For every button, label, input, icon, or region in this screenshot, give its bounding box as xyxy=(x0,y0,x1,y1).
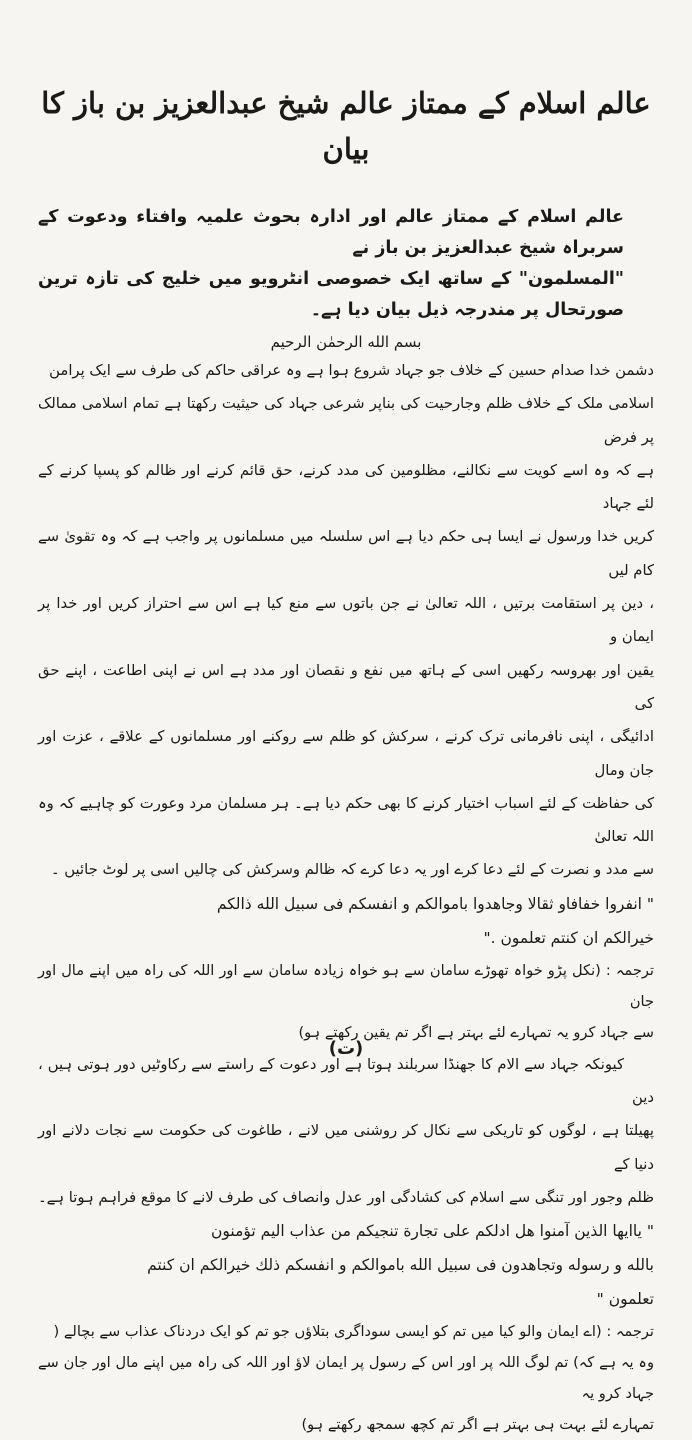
intro-line: عالم اسلام کے ممتاز عالم اور ادارہ بحوث علمیہ وافتاء ودعوت کے سربراہ شیخ عبدالعزیز بن باز نے xyxy=(38,207,624,258)
body-line: پھیلتا ہے ، لوگوں کو تاریکی سے نکال کر روشنی میں لانے ، طاغوت کی حکومت سے نجات دلانے اور دنیا کے xyxy=(38,1122,654,1173)
body-paragraph-2 xyxy=(38,1048,654,1214)
translation-line: ترجمہ : (اے ایمان والو کیا میں تم کو ایسی سوداگری بتلاؤں جو تم کو ایک دردناک عذاب سے بچالے ( xyxy=(53,1323,654,1341)
body-line: کی حفاظت کے لئے اسباب اختیار کرنے کا بھی حکم دیا ہے۔ ہر مسلمان مرد وعورت کو چاہیے کہ وہ اللہ تعالیٰ xyxy=(38,794,654,846)
translation-2 xyxy=(38,1316,654,1440)
quote-line: خيرالكم ان كنتم تعلمون ." xyxy=(483,928,654,947)
translation-line: ترجمہ : (نکل پڑو خواہ تھوڑے سامان سے ہو خواہ زیادہ سامان سے اور اللہ کی راہ میں اپنے مال اور جان xyxy=(38,961,654,1010)
translation-line: تمہارے لئے بہت ہی بہتر ہے اگر تم کچھ سمجھ رکھتے ہو) xyxy=(301,1416,654,1434)
quote-line: تعلمون " xyxy=(596,1290,654,1309)
quote-line: " ياايها الذين آمنوا هل ادلكم على تجارة تنجيكم من عذاب اليم تؤمنون xyxy=(211,1222,654,1241)
bismillah: بسم الله الرحمٰن الرحيم xyxy=(270,333,422,351)
intro-paragraph xyxy=(38,202,654,326)
page-title: عالم اسلام کے ممتاز عالم شیخ عبدالعزیز بن باز کا بیان xyxy=(41,86,651,166)
translation-1 xyxy=(38,955,654,1048)
quran-quote-1 xyxy=(38,887,654,955)
body-line: کیونکہ جہاد سے الام کا جھنڈا سربلند ہوتا ہے اور دعوت کے راستے سے رکاوٹیں دور ہوتی ہیں ، دین xyxy=(38,1055,654,1107)
intro-line: "المسلمون" کے ساتھ ایک خصوصی انٹرویو میں خلیج کی تازہ ترین صورتحال پر مندرجہ ذیل بیان دیا ہے۔ xyxy=(38,269,624,320)
quote-line: بالله و رسوله وتجاهدون فى سبيل الله باموالكم و انفسكم ذلك خيرالكم ان كنتم xyxy=(147,1256,654,1275)
quote-line: " انفروا خفافاو ثقالا وجاهدوا باموالكم و انفسكم فى سبيل الله ذالكم xyxy=(216,894,654,913)
quran-quote-2 xyxy=(38,1214,654,1316)
body-line: ظلم وجور اور تنگی سے اسلام کی کشادگی اور عدل وانصاف کی طرف لانے کا موقع فراہم ہوتا ہے۔ xyxy=(38,1188,654,1206)
body-line: ادائیگی ، اپنی نافرمانی ترک کرنے ، سرکش کو ظلم سے روکنے اور مسلمانوں کے علاقے ، عزت اور جان ومال xyxy=(38,728,654,779)
translation-line: وہ یہ ہے کہ) تم لوگ اللہ پر اور اس کے رسول پر ایمان لاؤ اور اللہ کی راہ میں اپنے مال اور جان سے جہاد کرو یہ xyxy=(38,1354,654,1403)
body-line: ، دین پر استقامت برتیں ، اللہ تعالیٰ نے جن باتوں سے منع کیا ہے اس سے احتراز کریں اور خدا پر ایمان و xyxy=(38,595,654,646)
page-number: (ت) xyxy=(328,1038,364,1059)
body-line: ہے کہ وہ اسے کویت سے نکالنے، مظلومین کی مدد کرنے، حق قائم کرنے اور ظالم کو پسپا کرنے کے لئے جہاد xyxy=(38,461,654,513)
translation-line: سے جہاد کرو یہ تمہارے لئے بہتر ہے اگر تم یقین رکھتے ہو) xyxy=(298,1023,654,1041)
body-line: کریں خدا ورسول نے ایسا ہی حکم دیا ہے اس سلسلہ میں مسلمانوں پر واجب ہے کہ وہ تقویٰ سے کام لیں xyxy=(38,528,654,579)
body-line: اسلامی ملک کے خلاف ظلم وجارحیت کی بناپر شرعی جہاد کی حیثیت رکھتا ہے تمام اسلامی ممالک پر فرض xyxy=(38,395,654,446)
body-line: سے مدد و نصرت کے لئے دعا کرے اور یہ دعا کرے کہ ظالم وسرکش کی چالیں اسی پر لوٹ جائیں ۔ xyxy=(50,861,654,879)
body-paragraph-1 xyxy=(38,354,654,887)
body-line: یقین اور بھروسہ رکھیں اسی کے ہاتھ میں نفع و نقصان اور مدد ہے اس نے اپنی اطاعت ، اپنے حق کی xyxy=(38,661,654,712)
body-line: دشمن خدا صدام حسین کے خلاف جو جہاد شروع ہوا ہے وہ عراقی حاکم کی طرف سے ایک پرامن xyxy=(49,362,654,379)
